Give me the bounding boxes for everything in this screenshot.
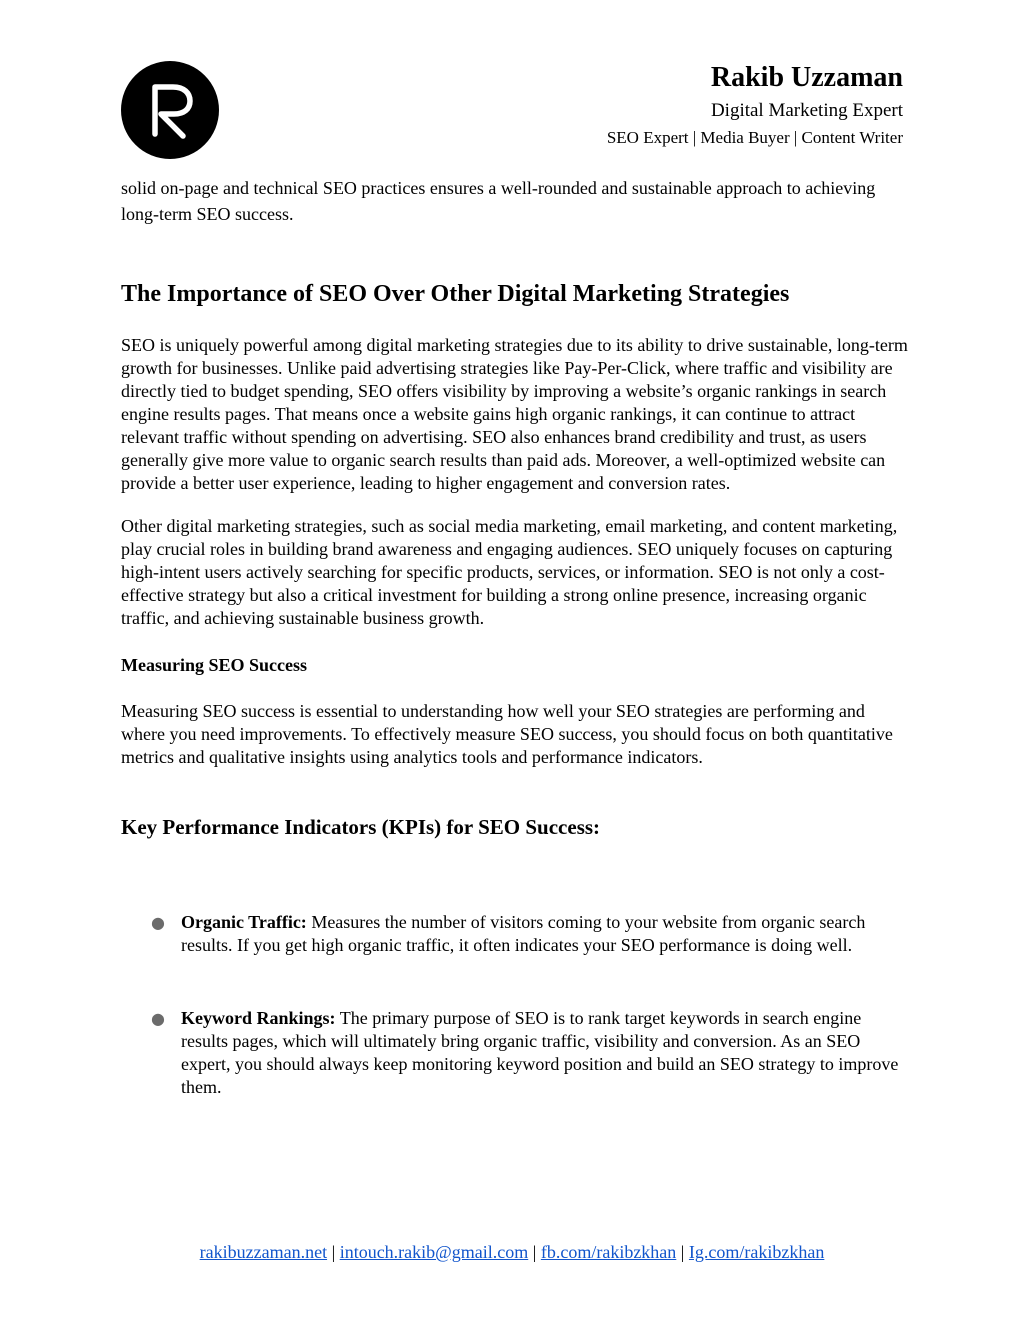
logo-avatar [121, 61, 219, 159]
footer-link-website[interactable]: rakibuzzaman.net [199, 1242, 328, 1262]
footer-separator: | [528, 1242, 541, 1262]
kpi-description: Measures the number of visitors coming to your website from organic search results. If you get high organic traffic, it often indicates your SEO performance is doing well. [181, 912, 866, 955]
measuring-paragraph: Measuring SEO success is essential to understanding how well your SEO strategies are performing and where you need improvements. To effectively measure SEO success, you should focus on both quantitative metrics and qualitative insights using analytics tools and performance indicators. [121, 701, 893, 767]
kpi-term: Keyword Rankings: [181, 1008, 336, 1028]
footer-link-facebook[interactable]: fb.com/rakibzkhan [540, 1242, 677, 1262]
kpi-term: Organic Traffic: [181, 912, 307, 932]
footer-separator: | [676, 1242, 689, 1262]
section-heading-kpis: Key Performance Indicators (KPIs) for SEO Success: [121, 815, 601, 839]
footer-link-instagram[interactable]: Ig.com/rakibzkhan [688, 1242, 825, 1262]
list-item [121, 1007, 911, 1099]
section-heading-importance: The Importance of SEO Over Other Digital Marketing Strategies [121, 281, 790, 307]
footer-separator: | [327, 1242, 340, 1262]
author-subtitle: SEO Expert | Media Buyer | Content Writer [606, 128, 903, 147]
intro-paragraph: solid on-page and technical SEO practices ensures a well-rounded and sustainable approach to achieving long-term SEO success. [121, 178, 876, 224]
importance-paragraph-1: SEO is uniquely powerful among digital marketing strategies due to its ability to drive sustainable, long-term growth for businesses. Unlike paid advertising strategies like Pay-Per-Click, where traffic and visibility are directly tied to budget spending, SEO offers visibility by improving a website’s organic rankings in search engine results pages. That means once a website gains high organic rankings, it can continue to attract relevant traffic without spending on advertising. SEO also enhances brand credibility and trust, as users generally give more value to organic search results than paid ads. Moreover, a well-optimized website can provide a better user experience, leading to higher engagement and conversion rates. [121, 335, 908, 493]
author-role: Digital Marketing Expert [710, 100, 903, 121]
logo-r-icon [121, 61, 219, 159]
document-body [121, 175, 911, 1099]
bullet-icon: ● [151, 1009, 165, 1028]
author-name: Rakib Uzzaman [710, 62, 903, 93]
bullet-icon: ● [151, 913, 165, 932]
header-info [607, 60, 903, 149]
footer-links [0, 1240, 1024, 1264]
footer-link-email[interactable]: intouch.rakib@gmail.com [339, 1242, 529, 1262]
kpi-list [121, 911, 911, 1099]
importance-paragraph-2: Other digital marketing strategies, such as social media marketing, email marketing, and content marketing, play crucial roles in building brand awareness and engaging audiences. SEO uniquely focuses on capturing high-intent users actively searching for specific products, services, or information. SEO is not only a cost-effective strategy but also a critical investment for building a strong online presence, increasing organic traffic, and achieving sustainable business growth. [121, 516, 898, 628]
section-heading-measuring: Measuring SEO Success [121, 655, 308, 675]
kpi-description: The primary purpose of SEO is to rank target keywords in search engine results pages, which will ultimately bring organic traffic, visibility and conversion. As an SEO expert, you should always keep monitoring keyword position and build an SEO strategy to improve them. [181, 1008, 899, 1097]
list-item [121, 911, 911, 957]
